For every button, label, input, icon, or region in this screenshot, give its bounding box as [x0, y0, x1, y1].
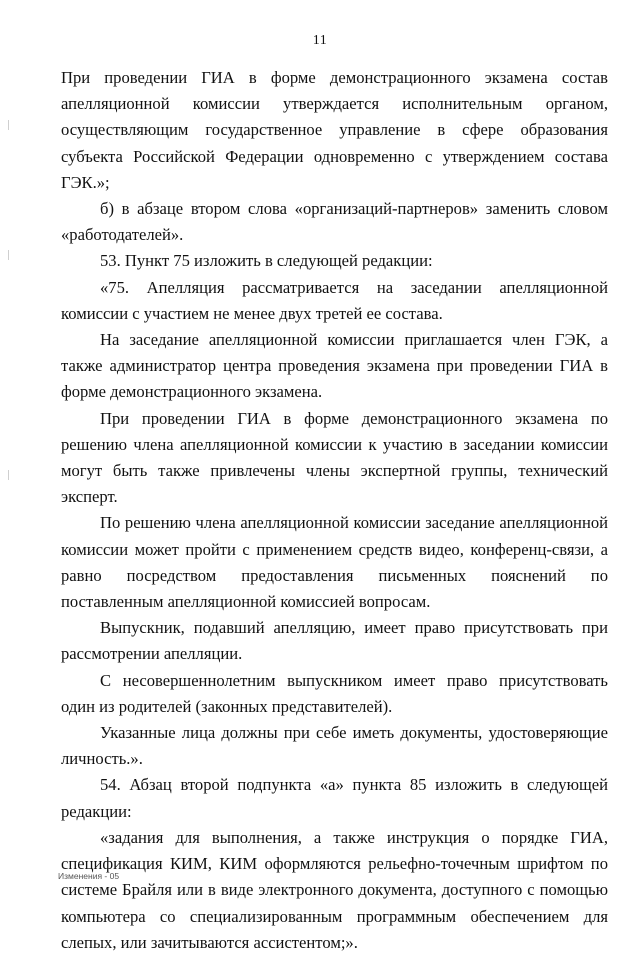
scan-margin-mark — [8, 250, 9, 260]
scan-margin-mark — [8, 470, 9, 480]
paragraph-identity-documents: Указанные лица должны при себе иметь документы, удостоверяющие личность.». — [61, 723, 608, 769]
paragraph-appeal-commission-approval: При проведении ГИА в форме демонстрационного экзамена состав апелляционной комиссии утверждается исполнительным органом, осуществляющим государственное управление в сфере образования субъекта Российской Федерации одновременно с утверждением состава ГЭК.»; — [61, 68, 608, 192]
paragraph-commission-invitation: На заседание апелляционной комиссии приглашается член ГЭК, а также администратор центра проведения экзамена при проведении ГИА в форме демонстрационного экзамена. — [61, 330, 608, 402]
document-body — [61, 65, 608, 956]
paragraph-minor-graduate: С несовершеннолетним выпускником имеет право присутствовать один из родителей (законных представителей). — [61, 670, 608, 716]
paragraph-item-54: 54. Абзац второй подпункта «а» пункта 85 изложить в следующей редакции: — [61, 775, 608, 821]
paragraph-graduate-right: Выпускник, подавший апелляцию, имеет право присутствовать при рассмотрении апелляции. — [61, 618, 608, 664]
footer-revision-note: Изменения - 05 — [58, 871, 120, 881]
paragraph-employers-replacement: б) в абзаце втором слова «организаций-партнеров» заменить словом «работодателей». — [61, 199, 608, 245]
paragraph-item-53: 53. Пункт 75 изложить в следующей редакции: — [100, 251, 433, 271]
paragraph-video-conference: По решению члена апелляционной комиссии заседание апелляционной комиссии может пройти с применением средств видео, конференц-связи, а равно посредством предоставления письменных пояснений по поставленным апелляционной комиссией вопросам. — [61, 513, 608, 612]
paragraph-braille-tasks: «задания для выполнения, а также инструкция о порядке ГИА, спецификация КИМ, КИМ оформляются рельефно-точечным шрифтом по системе Брайля или в виде электронного документа, доступного с помощью компьютера со специализированным программным обеспечением для слепых, или зачитываются ассистентом;». — [61, 827, 608, 952]
page-number: 11 — [312, 33, 328, 48]
paragraph-expert-group: При проведении ГИА в форме демонстрационного экзамена по решению члена апелляционной комиссии к участию в заседании комиссии могут быть также привлечены члены экспертной группы, технический эксперт. — [61, 408, 608, 507]
scan-margin-mark — [8, 120, 9, 130]
paragraph-item-75: «75. Апелляция рассматривается на заседании апелляционной комиссии с участием не менее двух третей ее состава. — [61, 277, 608, 323]
